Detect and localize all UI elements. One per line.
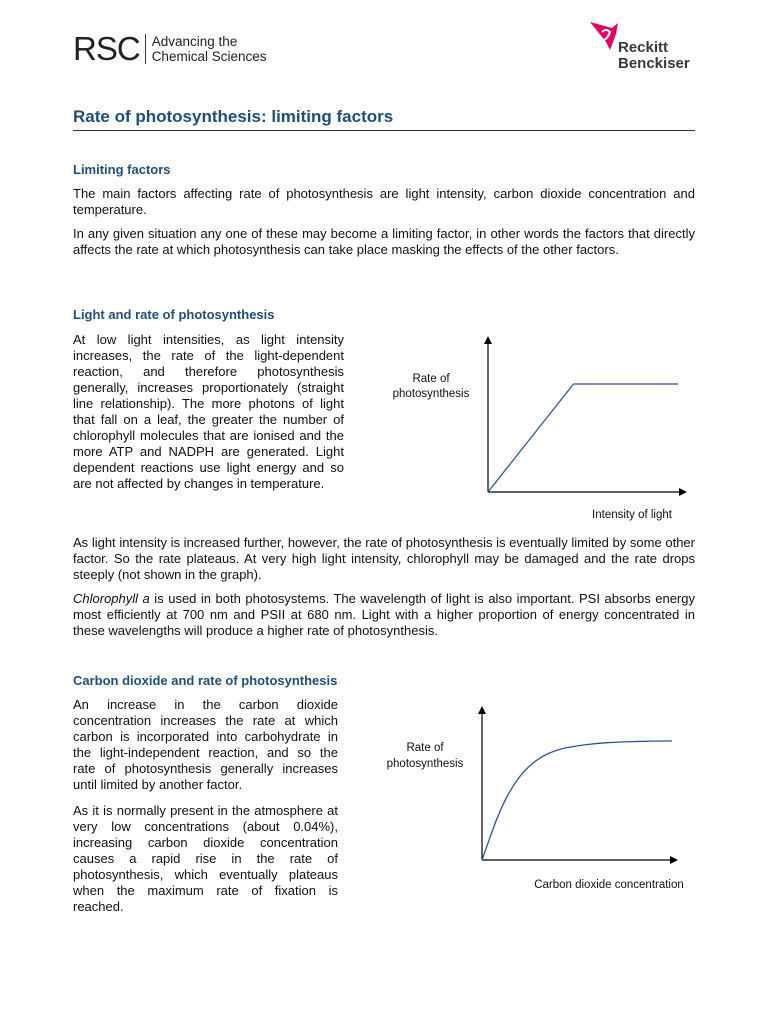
rsc-tagline-line1: Advancing the (151, 33, 238, 49)
co2-chart-ylabel-2: photosynthesis (386, 758, 464, 770)
rb-line1: Reckitt (618, 39, 669, 56)
reckitt-benckiser-logo (588, 20, 703, 75)
rsc-logo (73, 32, 266, 65)
rb-line2: Benckiser (618, 55, 690, 72)
light-paragraph-3 (73, 591, 695, 639)
rb-wordmark (618, 40, 690, 72)
rsc-tagline (152, 34, 267, 64)
chlorophyll-a-term: Chlorophyll a (73, 591, 150, 606)
limiting-paragraph-1: The main factors affecting rate of photosynthesis are light intensity, carbon dioxide concentration and temperature. (73, 186, 695, 217)
co2-chart-ylabel-1: Rate of (406, 742, 444, 754)
rsc-logo-divider (145, 34, 146, 64)
light-chart-y-arrow-icon (484, 336, 492, 344)
light-chart-series-line (488, 384, 678, 492)
co2-chart-xlabel: Carbon dioxide concentration (534, 879, 684, 891)
heading-limiting-factors: Limiting factors (73, 162, 171, 177)
co2-chart (370, 698, 698, 898)
title-divider (73, 130, 695, 131)
light-paragraph-3-text: is used in both photosystems. The wavelength of light is also important. PSI absorbs energy most efficiently at 700 nm and PSII at 680 nm. Light with a higher proportion of energy concentrated in these wavelengths will produce a higher rate of photosynthesis. (73, 591, 695, 638)
light-chart-xlabel: Intensity of light (592, 509, 672, 521)
heading-light: Light and rate of photosynthesis (73, 307, 275, 322)
co2-chart-series-line (482, 741, 672, 860)
co2-chart-x-arrow-icon (670, 856, 678, 864)
co2-chart-y-arrow-icon (478, 706, 486, 714)
co2-paragraph-2: As it is normally present in the atmosphere at very low concentrations (about 0.04%), increasing carbon dioxide concentration causes a rapid rise in the rate of photosynthesis, which eventually plateaus when the maximum rate of fixation is reached. (73, 803, 338, 914)
limiting-paragraph-2: In any given situation any one of these may become a limiting factor, in other words the factors that directly affects the rate at which photosynthesis can take place masking the effects of the other factors. (73, 226, 695, 257)
light-chart (375, 330, 695, 525)
heading-co2: Carbon dioxide and rate of photosynthesis (73, 673, 338, 688)
rsc-tagline-line2: Chemical Sciences (151, 48, 267, 64)
light-paragraph-1: At low light intensities, as light intensity increases, the rate of the light-dependent reaction, and therefore photosynthesis generally, increases proportionately (straight line relationship). The more photons of light that fall on a leaf, the greater the number of chlorophyll molecules that are ionised and the more ATP and NADPH are generated. Light dependent reactions use light energy and so are not affected by changes in temperature. (73, 332, 344, 491)
light-paragraph-2: As light intensity is increased further, however, the rate of photosynthesis is eventually limited by some other factor. So the rate plateaus. At very high light intensity, chlorophyll may be damaged and the rate drops steeply (not shown in the graph). (73, 535, 695, 582)
light-chart-x-arrow-icon (679, 488, 687, 496)
light-chart-ylabel-1: Rate of (412, 373, 450, 385)
co2-paragraph-1: An increase in the carbon dioxide concentration increases the rate at which carbon is incorporated into carbohydrate in the light-independent reaction, and so the rate of photosynthesis generally increases until limited by another factor. (73, 697, 338, 792)
light-chart-ylabel-2: photosynthesis (392, 388, 470, 400)
page-title: Rate of photosynthesis: limiting factors (73, 107, 394, 126)
rsc-wordmark: RSC (73, 30, 140, 67)
